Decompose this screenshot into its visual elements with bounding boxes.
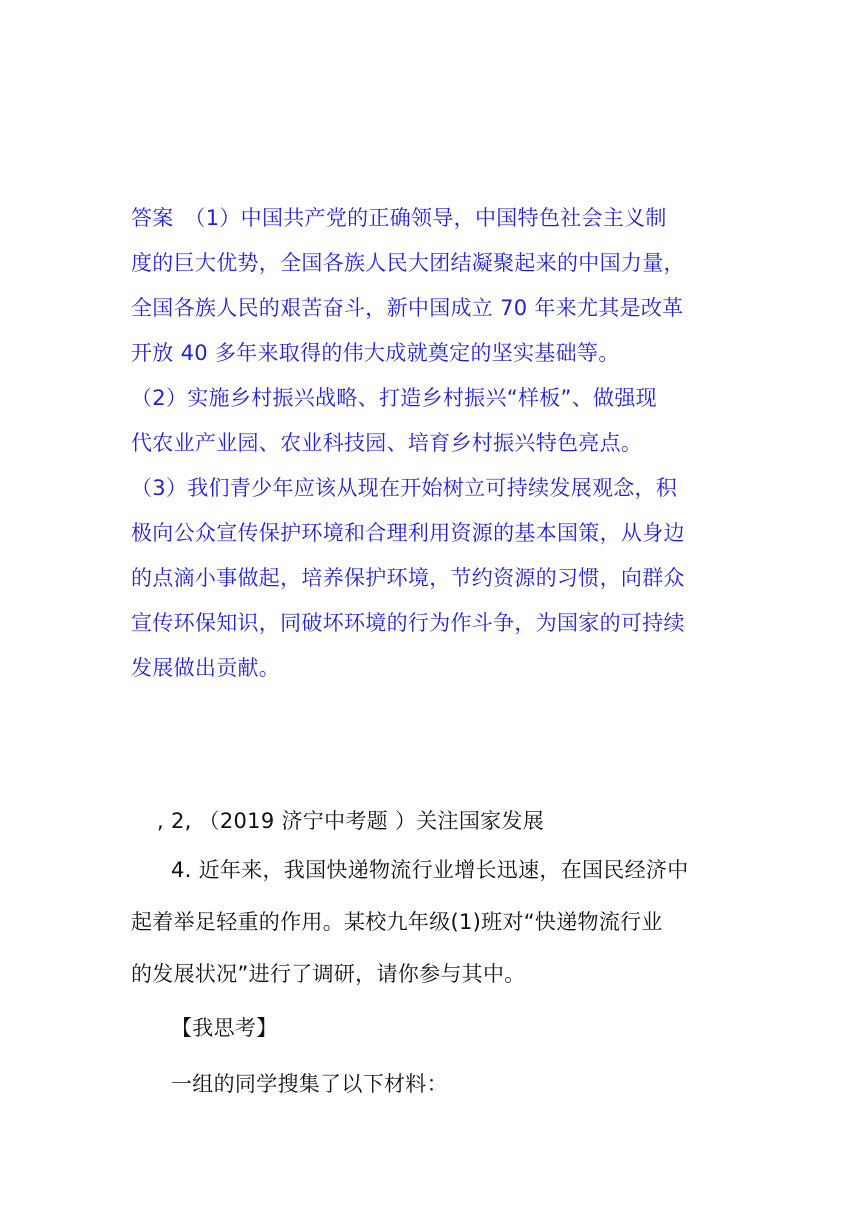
answer-line: 宣传环保知识，同破坏环境的行为作斗争，为国家的可持续 [131,611,685,635]
answer-line: 全国各族人民的艰苦奋斗，新中国成立 70 年来尤其是改革 [131,296,684,320]
question-body-line: 的发展状况”进行了调研，请你参与其中。 [131,962,526,986]
answer-section [131,198,731,693]
answer-line: 度的巨大优势，全国各族人民大团结凝聚起来的中国力量， [131,251,685,275]
answer-line: （2）实施乡村振兴战略、打造乡村振兴“样板”、做强现 [131,386,657,410]
answer-line: 的点滴小事做起，培养保护环境，节约资源的习惯，向群众 [131,566,685,590]
answer-line: 开放 40 多年来取得的伟大成就奠定的坚实基础等。 [131,341,620,365]
answer-line: 代农业产业园、农业科技园、培育乡村振兴特色亮点。 [131,431,643,455]
question-section [131,798,731,1112]
answer-line: 极向公众宣传保护环境和合理利用资源的基本国策，从身边 [131,521,685,545]
answer-line: 答案 （1）中国共产党的正确领导，中国特色社会主义制 [131,206,667,230]
question-header: , 2, （2019 济宁中考题 ）关注国家发展 [157,809,545,833]
question-body-line: 起着举足轻重的作用。某校九年级(1)班对“快递物流行业 [131,910,663,934]
question-body-line: 4. 近年来，我国快递物流行业增长迅速，在国民经济中 [171,858,689,882]
group-intro: 一组的同学搜集了以下材料： [171,1072,448,1096]
answer-line: （3）我们青少年应该从现在开始树立可持续发展观念，积 [131,476,678,500]
section-title: 【我思考】 [171,1016,278,1040]
answer-line: 发展做出贡献。 [131,656,281,680]
